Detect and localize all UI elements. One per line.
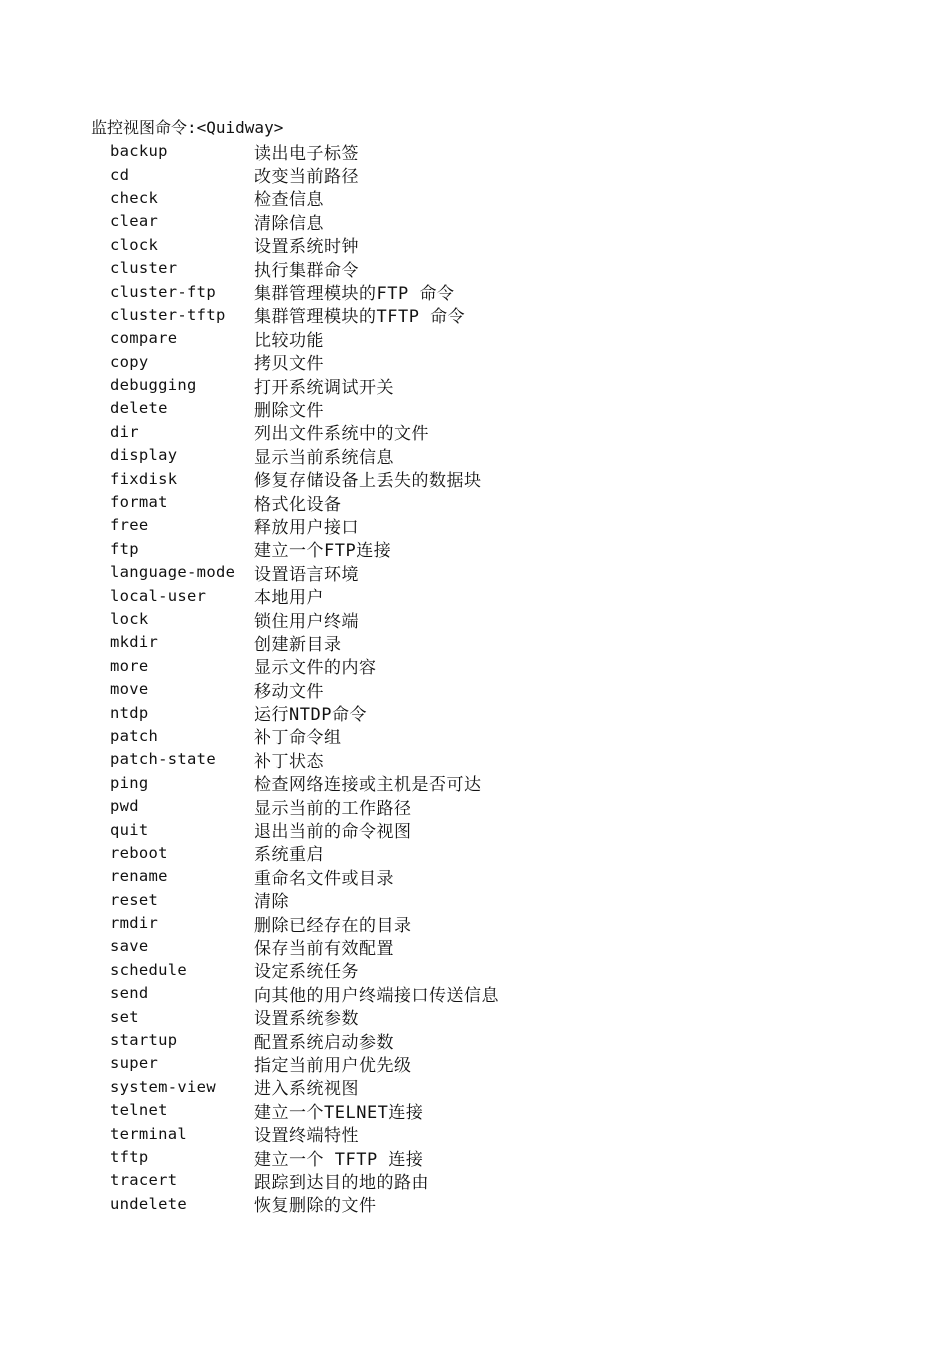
command-row <box>110 397 499 420</box>
command-row <box>110 1075 499 1098</box>
command-name: set <box>110 1007 139 1026</box>
command-name: fixdisk <box>110 469 178 488</box>
command-row <box>110 748 499 771</box>
command-name: mkdir <box>110 633 159 652</box>
command-description: 列出文件系统中的文件 <box>254 424 429 445</box>
command-name: ftp <box>110 539 139 558</box>
command-row <box>110 841 499 864</box>
command-row <box>110 654 499 677</box>
command-description: 建立一个FTP连接 <box>254 541 392 562</box>
command-name: save <box>110 937 149 956</box>
command-description: 向其他的用户终端接口传送信息 <box>254 985 499 1006</box>
command-description: 补丁状态 <box>254 751 324 772</box>
command-description: 删除文件 <box>254 401 324 421</box>
command-row <box>110 163 499 186</box>
command-description: 设置语言环境 <box>254 564 359 585</box>
command-name: cluster-tftp <box>110 305 226 324</box>
command-row <box>110 256 499 279</box>
command-description: 执行集群命令 <box>254 260 359 281</box>
command-row <box>110 1122 499 1145</box>
command-description: 比较功能 <box>254 330 324 351</box>
command-description: 修复存储设备上丢失的数据块 <box>254 471 482 492</box>
command-name: local-user <box>110 586 207 605</box>
command-name: language-mode <box>110 563 236 582</box>
command-description: 设定系统任务 <box>254 962 359 983</box>
command-row <box>110 1028 499 1051</box>
command-description: 退出当前的命令视图 <box>254 822 412 843</box>
command-name: patch <box>110 726 159 745</box>
command-row <box>110 350 499 373</box>
command-row <box>110 561 499 584</box>
command-name: format <box>110 493 168 512</box>
command-name: ntdp <box>110 703 149 722</box>
command-name: tracert <box>110 1171 178 1190</box>
command-description: 移动文件 <box>254 681 324 702</box>
command-name: free <box>110 516 149 535</box>
command-name: super <box>110 1054 159 1073</box>
command-description: 集群管理模块的TFTP 命令 <box>254 307 466 328</box>
command-row <box>110 677 499 700</box>
command-description: 锁住用户终端 <box>254 611 359 632</box>
command-description: 显示当前系统信息 <box>254 447 394 468</box>
command-name: delete <box>110 399 168 418</box>
command-row <box>110 467 499 490</box>
command-row <box>110 444 499 467</box>
command-name: cd <box>110 165 130 184</box>
command-row <box>110 631 499 654</box>
command-name: compare <box>110 329 178 348</box>
command-description: 格式化设备 <box>254 494 342 515</box>
command-name: move <box>110 680 149 699</box>
command-description: 拷贝文件 <box>254 354 324 375</box>
command-description: 补丁命令组 <box>254 728 342 749</box>
command-name: telnet <box>110 1101 168 1120</box>
command-description: 进入系统视图 <box>254 1079 359 1100</box>
command-description: 重命名文件或目录 <box>254 868 394 889</box>
command-name: tftp <box>110 1147 149 1166</box>
command-name: terminal <box>110 1124 188 1143</box>
command-name: rename <box>110 867 168 886</box>
page-title: 监控视图命令:<Quidway> <box>91 118 284 137</box>
command-row <box>110 818 499 841</box>
command-list <box>110 140 499 1216</box>
command-description: 运行NTDP命令 <box>254 705 367 726</box>
command-name: copy <box>110 352 149 371</box>
command-name: startup <box>110 1031 178 1050</box>
command-description: 读出电子标签 <box>254 143 359 164</box>
command-description: 配置系统启动参数 <box>254 1032 394 1053</box>
command-name: display <box>110 446 178 465</box>
command-description: 打开系统调试开关 <box>254 377 394 398</box>
command-row <box>110 1145 499 1168</box>
command-name: reboot <box>110 843 168 862</box>
command-description: 集群管理模块的FTP 命令 <box>254 284 455 305</box>
command-name: system-view <box>110 1077 216 1096</box>
command-description: 系统重启 <box>254 845 324 866</box>
command-row <box>110 537 499 560</box>
command-name: more <box>110 656 149 675</box>
command-row <box>110 724 499 747</box>
command-row <box>110 701 499 724</box>
command-description: 指定当前用户优先级 <box>254 1055 412 1076</box>
command-row <box>110 186 499 209</box>
command-description: 创建新目录 <box>254 634 342 655</box>
command-name: cluster <box>110 259 178 278</box>
command-name: pwd <box>110 797 139 816</box>
command-name: check <box>110 188 159 207</box>
command-description: 删除已经存在的目录 <box>254 915 412 936</box>
command-row <box>110 1052 499 1075</box>
command-description: 显示当前的工作路径 <box>254 798 412 819</box>
command-row <box>110 303 499 326</box>
command-name: cluster-ftp <box>110 282 216 301</box>
command-name: clock <box>110 235 159 254</box>
command-row <box>110 280 499 303</box>
command-description: 设置系统时钟 <box>254 237 359 258</box>
command-row <box>110 490 499 513</box>
command-row <box>110 982 499 1005</box>
command-description: 清除信息 <box>254 213 324 234</box>
command-row <box>110 794 499 817</box>
command-description: 保存当前有效配置 <box>254 938 394 959</box>
command-row <box>110 1099 499 1122</box>
command-name: debugging <box>110 376 197 395</box>
command-row <box>110 1192 499 1215</box>
command-row <box>110 514 499 537</box>
command-description: 检查网络连接或主机是否可达 <box>254 775 482 796</box>
command-row <box>110 327 499 350</box>
command-row <box>110 420 499 443</box>
command-row <box>110 771 499 794</box>
command-name: lock <box>110 610 149 628</box>
command-description: 设置系统参数 <box>254 1009 359 1030</box>
command-name: undelete <box>110 1194 188 1213</box>
command-description: 改变当前路径 <box>254 167 359 188</box>
command-description: 释放用户接口 <box>254 517 359 538</box>
command-row <box>110 888 499 911</box>
command-row <box>110 1169 499 1192</box>
command-name: quit <box>110 820 149 839</box>
command-row <box>110 140 499 163</box>
command-description: 清除 <box>254 892 289 913</box>
command-description: 建立一个TELNET连接 <box>254 1102 424 1123</box>
command-description: 设置终端特性 <box>254 1126 359 1147</box>
command-name: clear <box>110 212 159 231</box>
command-description: 跟踪到达目的地的路由 <box>254 1172 429 1193</box>
command-row <box>110 911 499 934</box>
command-name: reset <box>110 890 159 909</box>
command-row <box>110 1005 499 1028</box>
command-name: send <box>110 984 149 1003</box>
command-name: schedule <box>110 960 188 979</box>
command-row <box>110 935 499 958</box>
command-row <box>110 958 499 981</box>
command-name: patch-state <box>110 750 216 769</box>
command-row <box>110 865 499 888</box>
command-row <box>110 607 499 630</box>
command-row <box>110 584 499 607</box>
command-description: 本地用户 <box>254 588 324 609</box>
command-row <box>110 233 499 256</box>
command-description: 恢复删除的文件 <box>254 1196 377 1217</box>
command-name: ping <box>110 773 149 792</box>
command-name: rmdir <box>110 914 159 933</box>
command-name: dir <box>110 422 139 441</box>
command-description: 检查信息 <box>254 190 324 211</box>
command-description: 显示文件的内容 <box>254 658 377 679</box>
command-row <box>110 373 499 396</box>
command-description: 建立一个 TFTP 连接 <box>254 1149 424 1170</box>
command-name: backup <box>110 142 168 161</box>
command-row <box>110 210 499 233</box>
